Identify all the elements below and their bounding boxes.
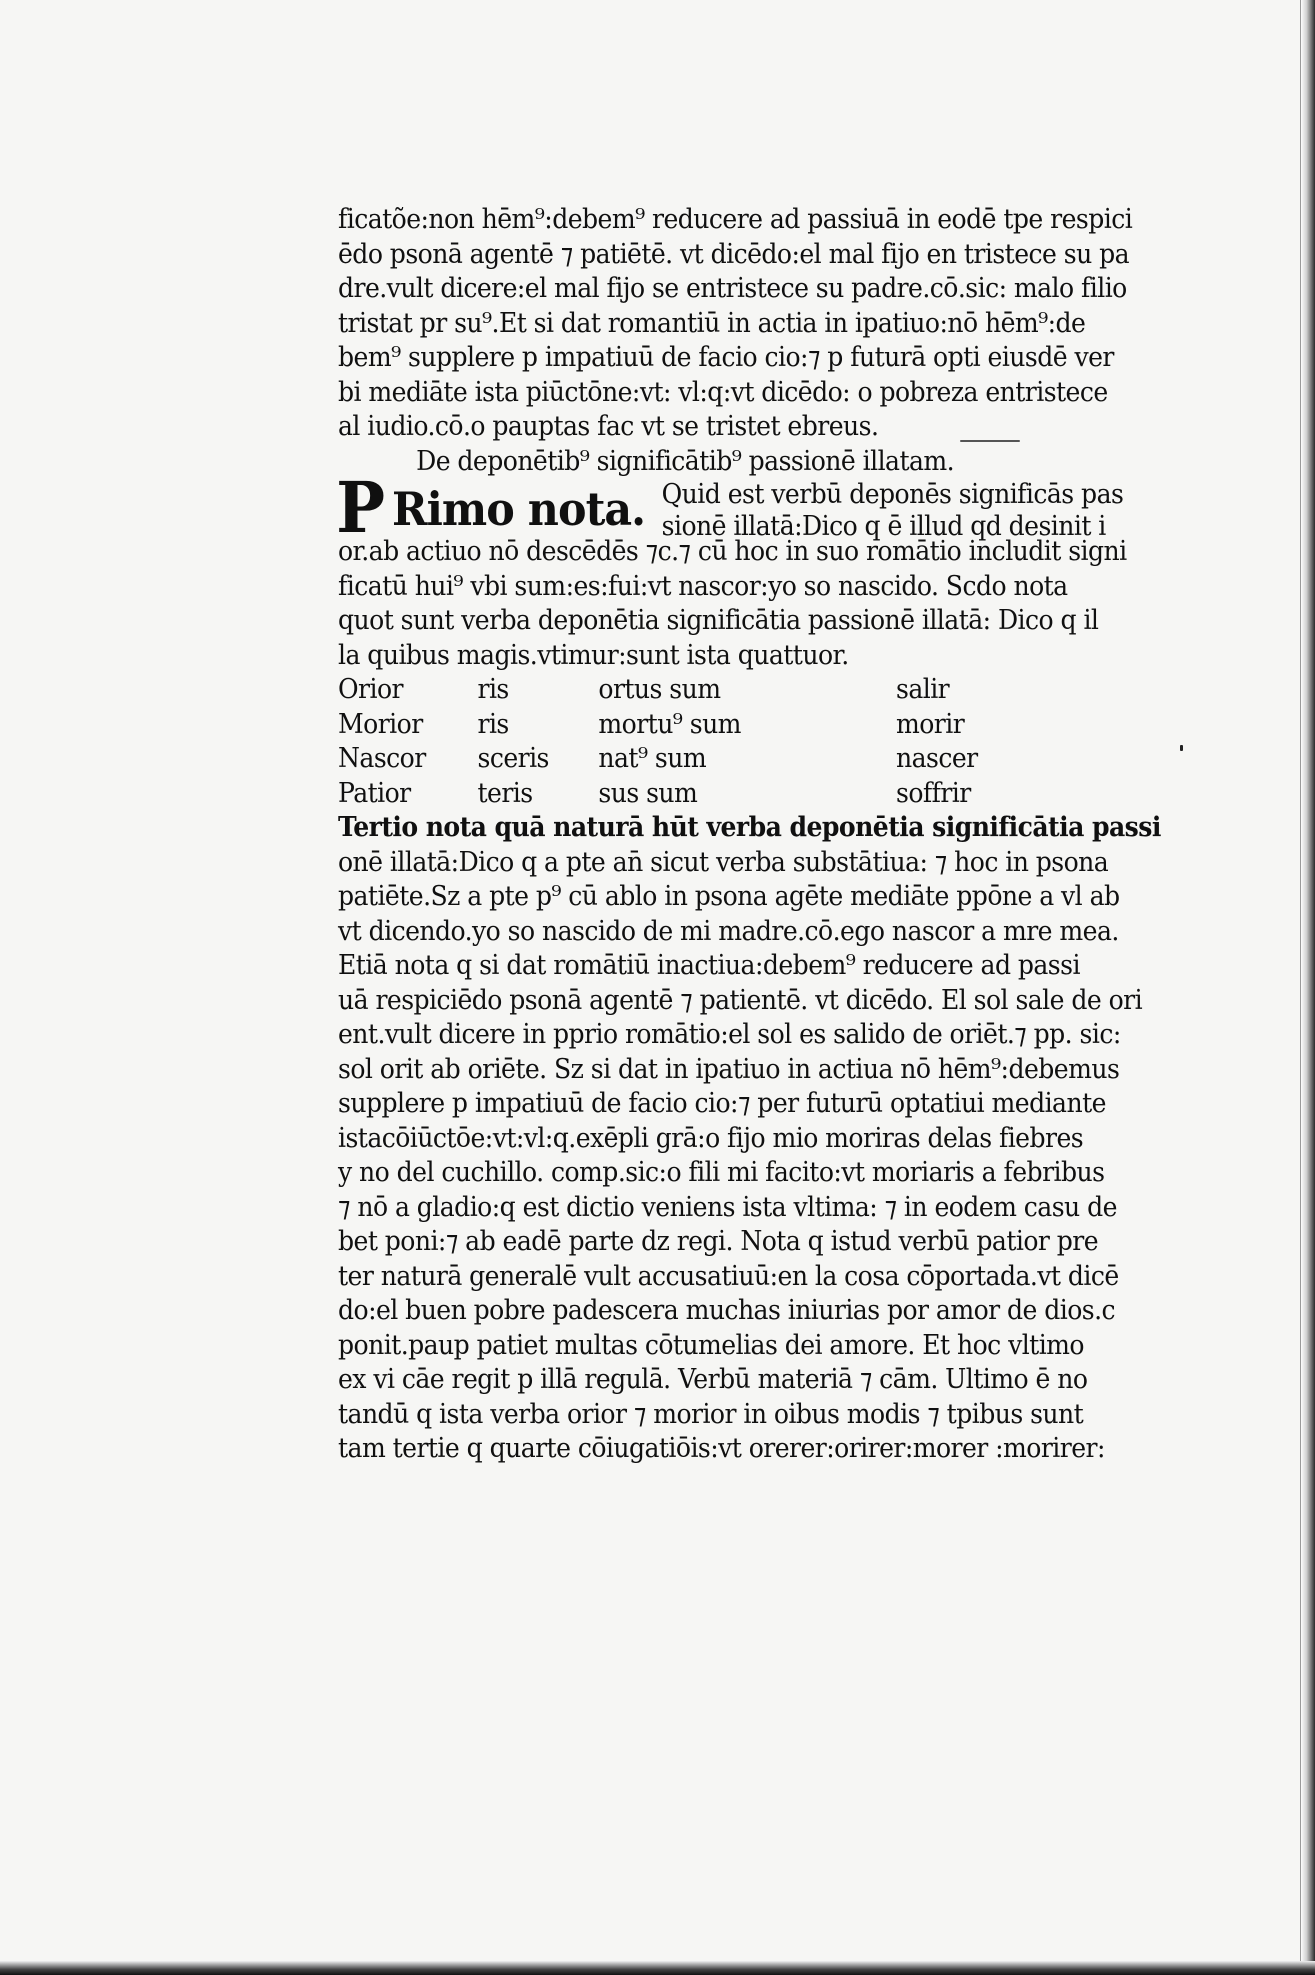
initial-letter: P — [336, 466, 386, 549]
verb-cell: Patior — [338, 777, 411, 809]
text-line: patiēte.Sz a pte p⁹ cū ablo in psona agēte mediāte ppōne a vl ab — [338, 881, 1120, 912]
text-line: tam tertie q quarte cōiugatiōis:vt orerer:orirer:morer :morirer: — [338, 1433, 1105, 1464]
verb-cell: salir — [896, 674, 950, 705]
text-line: ficatõe:non hēm⁹:debem⁹ reducere ad passiuā in eodē tpe respici — [338, 204, 1133, 235]
paragraph-1 — [338, 203, 1133, 445]
verb-cell: teris — [477, 777, 533, 809]
text-line: sol orit ab oriēte. Sz si dat in ipatiuo in actiua nō hēm⁹:debemus — [338, 1053, 1120, 1085]
verb-table — [338, 673, 1130, 811]
verb-cell: mortu⁹ sum — [598, 708, 741, 740]
text-line: tristat pr su⁹.Et si dat romantiū in actia in ipatiuo:nō hēm⁹:de — [338, 307, 1086, 339]
text-line: bi mediāte ista piūctōne:vt: vl:q:vt dicēdo: o pobreza entristece — [338, 376, 1108, 408]
verb-cell: Orior — [338, 674, 403, 705]
page-bottom-shadow — [0, 1961, 1315, 1975]
text-line: la quibus magis.vtimur:sunt ista quattuor. — [338, 639, 849, 671]
text-line: ēdo psonā agentē ⁊ patiētē. vt dicēdo:el mal fijo en tristece su pa — [338, 238, 1130, 270]
text-line: sionē illatā:Dico q ē illud qd desinit i — [661, 511, 1106, 542]
text-line: bem⁹ supplere p impatiuū de facio cio:⁊ p futurā opti eiusdē ver — [338, 342, 1114, 373]
paragraph-3 — [338, 811, 1161, 1467]
verb-cell: ris — [477, 708, 509, 740]
verb-cell: sus sum — [598, 777, 698, 809]
text-line: al iudio.cō.o pauptas fac vt se tristet ebreus. — [338, 411, 879, 442]
verb-cell: ris — [477, 674, 509, 705]
text-line: Tertio nota quā naturā hūt verba deponētia significātia passi — [338, 812, 1161, 843]
verb-row — [338, 673, 1130, 708]
section-heading: De deponētib⁹ significātib⁹ passionē illatam. — [416, 445, 955, 477]
text-line: ex vi cāe regit p illā regulā. Verbū materiā ⁊ cām. Ultimo ē no — [338, 1364, 1088, 1395]
text-line: or.ab actiuo nō descēdēs ⁊c.⁊ cū hoc in suo romātio includit signi — [338, 536, 1127, 567]
text-line: dre.vult dicere:el mal fijo se entristece su padre.cō.sic: malo filio — [338, 273, 1127, 304]
verb-cell: morir — [896, 708, 965, 740]
text-line: ficatū hui⁹ vbi sum:es:fui:vt nascor:yo so nascido. Scdo nota — [338, 570, 1068, 602]
text-line: vt dicendo.yo so nascido de mi madre.cō.ego nascor a mre mea. — [338, 915, 1119, 947]
text-line: Etiā nota q si dat romātiū inactiua:debem⁹ reducere ad passi — [338, 950, 1080, 981]
verb-row — [338, 742, 1130, 777]
verb-row — [338, 708, 1130, 743]
primo-nota-heading — [336, 466, 1130, 549]
verb-cell: nascer — [896, 743, 978, 774]
text-line: ⁊ nō a gladio:q est dictio veniens ista vltima: ⁊ in eodem casu de — [338, 1191, 1117, 1223]
verb-cell: nat⁹ sum — [598, 743, 707, 774]
text-line: ter naturā generalē vult accusatiuū:en la cosa cōportada.vt dicē — [338, 1260, 1119, 1292]
text-line: ponit.paup patiet multas cōtumelias dei amore. Et hoc vltimo — [338, 1329, 1084, 1361]
verb-cell: Nascor — [338, 743, 426, 774]
text-line: uā respiciēdo psonā agentē ⁊ patientē. vt dicēdo. El sol sale de ori — [338, 984, 1143, 1016]
text-line: bet poni:⁊ ab eadē parte dz regi. Nota q istud verbū patior pre — [338, 1226, 1099, 1257]
text-line: istacōiūctōe:vt:vl:q.exēpli grā:o fijo mio moriras delas fiebres — [338, 1122, 1084, 1154]
page-edge-shadow — [1301, 0, 1315, 1975]
text-line: quot sunt verba deponētia significātia passionē illatā: Dico q il — [338, 605, 1099, 636]
scan-speck — [1180, 745, 1183, 751]
document-text — [336, 203, 1161, 1467]
verb-row — [338, 777, 1130, 812]
verb-cell: Morior — [338, 708, 423, 740]
text-line: y no del cuchillo. comp.sic:o fili mi facito:vt moriaris a febribus — [338, 1157, 1105, 1188]
paragraph-2 — [338, 535, 1130, 673]
text-line: onē illatā:Dico q a pte an̄ sicut verba substātiua: ⁊ hoc in psona — [338, 846, 1109, 878]
text-line: Quid est verbū deponēs significās pas — [661, 479, 1124, 510]
verb-cell: sceris — [477, 743, 549, 774]
verb-cell: soffrir — [896, 777, 971, 809]
text-line: tandū q ista verba orior ⁊ morior in oibus modis ⁊ tpibus sunt — [338, 1398, 1084, 1430]
lead-words: Rimo nota. — [391, 482, 646, 536]
text-line: supplere p impatiuū de facio cio:⁊ per futurū optatiui mediante — [338, 1088, 1106, 1119]
text-line: do:el buen pobre padescera muchas iniurias por amor de dios.c — [338, 1295, 1116, 1326]
text-line: ent.vult dicere in pprio romātio:el sol es salido de oriēt.⁊ pp. sic: — [338, 1019, 1121, 1050]
verb-cell: ortus sum — [598, 674, 721, 705]
